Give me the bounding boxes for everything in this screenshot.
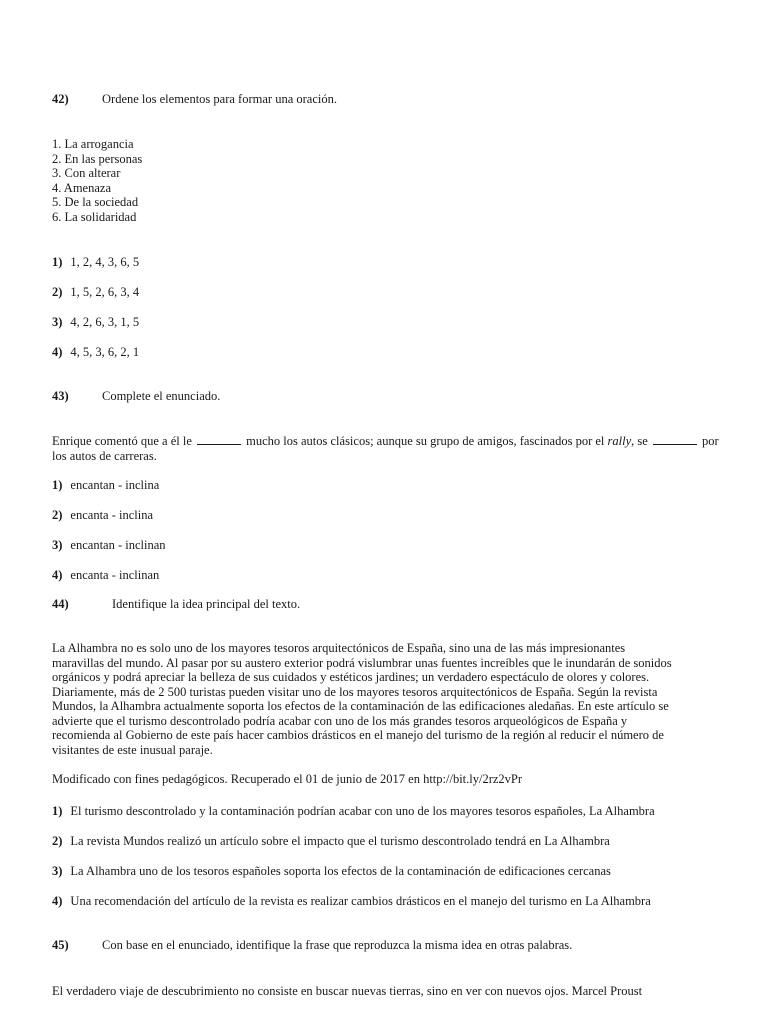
option-text: encanta - inclina [70, 508, 154, 522]
option-number: 3) [52, 538, 63, 552]
question-43-option-4[interactable] [52, 568, 159, 583]
option-text: 4, 2, 6, 3, 1, 5 [70, 315, 140, 329]
question-44-source: Modificado con fines pedagógicos. Recuperado el 01 de junio de 2017 en http://bit.ly/2rz2vPr [52, 772, 523, 786]
option-number: 2) [52, 508, 63, 522]
question-43-stem-line-2: los autos de carreras. [52, 448, 157, 463]
question-42-option-1[interactable] [52, 255, 139, 270]
option-number: 4) [52, 568, 63, 582]
option-number: 3) [52, 315, 63, 329]
question-45-prompt: Con base en el enunciado, identifique la frase que reproduzca la misma idea en otras palabras. [102, 938, 573, 952]
question-43-option-3[interactable] [52, 538, 166, 553]
list-item: 4. Amenaza [52, 180, 112, 195]
stem-italic-word: rally [607, 434, 632, 448]
question-42-option-4[interactable] [52, 345, 139, 360]
passage-line: Diariamente, más de 2 500 turistas pueden visitar uno de los mayores tesoros arquitectónicos de España. Según la revista [52, 684, 658, 699]
passage-line: advierte que el turismo descontrolado podría acabar con uno de los más grandes tesoros arqueológicos de España y [52, 713, 628, 728]
option-text: La Alhambra uno de los tesoros españoles soporta los efectos de la contaminación de edificaciones cercanas [70, 864, 611, 878]
question-43-option-2[interactable] [52, 508, 153, 523]
option-text: 1, 2, 4, 3, 6, 5 [70, 255, 140, 269]
question-44-number: 44) [52, 597, 69, 611]
option-number: 2) [52, 285, 63, 299]
passage-line: visitantes de este inusual paraje. [52, 742, 213, 757]
question-42-option-2[interactable] [52, 285, 139, 300]
question-44-option-1[interactable] [52, 804, 655, 819]
option-text: Una recomendación del artículo de la revista es realizar cambios drásticos en el manejo del turismo en La Alhambra [70, 894, 651, 908]
passage-line: La Alhambra no es solo uno de los mayores tesoros arquitectónicos de España, sino una de las más impresionantes [52, 641, 626, 655]
list-item: 6. La solidaridad [52, 209, 137, 224]
list-item: 5. De la sociedad [52, 195, 139, 209]
stem-text: Enrique comentó que a él le [52, 434, 192, 448]
option-text: 1, 5, 2, 6, 3, 4 [70, 285, 140, 299]
option-number: 3) [52, 864, 63, 878]
option-text: La revista Mundos realizó un artículo sobre el impacto que el turismo descontrolado tendrá en La Alhambra [70, 834, 610, 848]
question-42-option-3[interactable] [52, 315, 139, 330]
option-text: encantan - inclina [70, 478, 160, 492]
list-item: 3. Con alterar [52, 166, 121, 180]
stem-text: mucho los autos clásicos; aunque su grupo de amigos, fascinados por el [246, 434, 605, 448]
answer-blank-2 [653, 434, 697, 445]
option-number: 2) [52, 834, 63, 848]
list-item: 1. La arrogancia [52, 137, 134, 151]
passage-line: maravillas del mundo. Al pasar por su austero exterior podrá vislumbrar unas fuentes increíbles que le inundarán de sonidos [52, 655, 672, 670]
passage-line: Mundos, la Alhambra actualmente soporta los efectos de la contaminación de las edificaciones aledañas. En este artículo se [52, 699, 669, 713]
option-text: El turismo descontrolado y la contaminación podrían acabar con uno de los mayores tesoros españoles, La Alhambra [70, 804, 655, 818]
question-45-quote: El verdadero viaje de descubrimiento no consiste en buscar nuevas tierras, sino en ver con nuevos ojos. Marcel Proust [52, 984, 643, 998]
stem-text: por [702, 434, 719, 448]
question-43-stem-line-1 [52, 434, 719, 449]
question-42-number: 42) [52, 92, 69, 106]
option-text: encantan - inclinan [70, 538, 166, 552]
question-43-option-1[interactable] [52, 478, 159, 493]
question-44-prompt: Identifique la idea principal del texto. [112, 597, 301, 611]
option-number: 1) [52, 255, 63, 269]
question-43-number: 43) [52, 389, 69, 403]
question-44-option-2[interactable] [52, 834, 610, 849]
option-number: 1) [52, 478, 63, 492]
option-number: 4) [52, 345, 63, 359]
answer-blank-1 [197, 434, 241, 445]
question-45-number: 45) [52, 938, 69, 952]
question-43-prompt: Complete el enunciado. [102, 389, 221, 403]
list-item: 2. En las personas [52, 151, 143, 166]
option-text: encanta - inclinan [70, 568, 160, 582]
passage-line: orgánicos y podrá apreciar la belleza de sus cuidados y estéticos jardines; un verdadero espectáculo de olores y colores. [52, 670, 650, 684]
passage-line: recomienda al Gobierno de este país hacer cambios drásticos en el manejo del turismo de la región al reducir el número de [52, 728, 664, 742]
option-text: 4, 5, 3, 6, 2, 1 [70, 345, 140, 359]
option-number: 4) [52, 894, 63, 908]
stem-text: , se [631, 434, 648, 448]
option-number: 1) [52, 804, 63, 818]
question-42-prompt: Ordene los elementos para formar una oración. [102, 92, 337, 106]
question-44-option-3[interactable] [52, 864, 611, 879]
question-44-option-4[interactable] [52, 894, 651, 909]
